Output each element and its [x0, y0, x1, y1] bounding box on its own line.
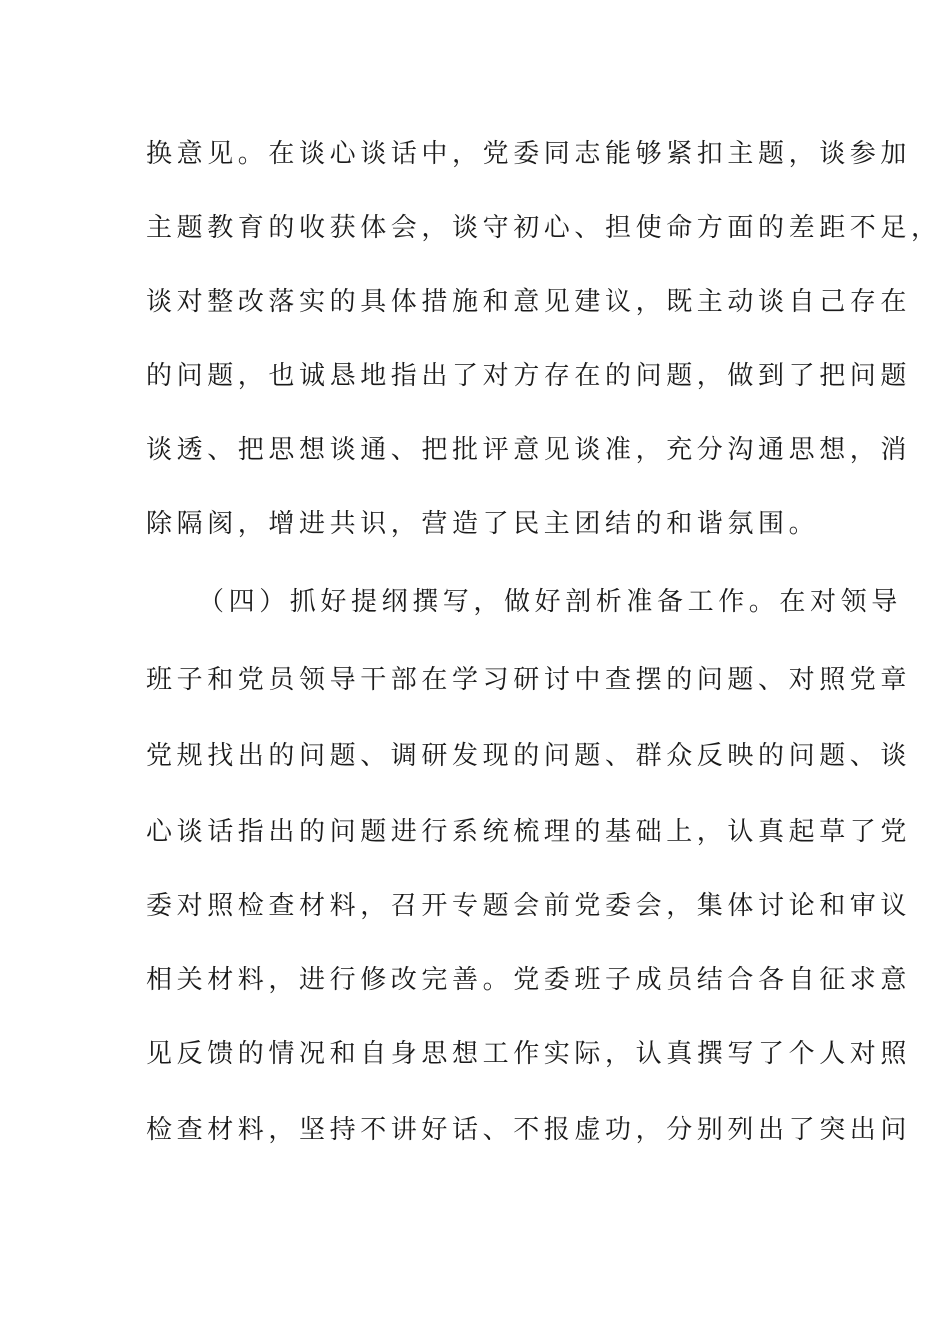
text-line: 见反馈的情况和自身思想工作实际，认真撰写了个人对照: [146, 1039, 912, 1069]
text-line: 班子和党员领导干部在学习研讨中查摆的问题、对照党章: [146, 665, 912, 695]
text-line: 谈对整改落实的具体措施和意见建议，既主动谈自己存在: [146, 287, 912, 317]
text-line: 除隔阂，增进共识，营造了民主团结的和谐氛围。: [146, 509, 820, 539]
text-line: 主题教育的收获体会，谈守初心、担使命方面的差距不足，: [146, 213, 942, 243]
text-line: 相关材料，进行修改完善。党委班子成员结合各自征求意: [146, 965, 912, 995]
text-line: 党规找出的问题、调研发现的问题、群众反映的问题、谈: [146, 741, 912, 771]
text-line: 换意见。在谈心谈话中，党委同志能够紧扣主题，谈参加: [146, 139, 912, 169]
text-line: 心谈话指出的问题进行系统梳理的基础上，认真起草了党: [146, 817, 912, 847]
paragraph-heading-line: （四）抓好提纲撰写，做好剖析准备工作。在对领导: [198, 587, 902, 617]
text-line: 的问题，也诚恳地指出了对方存在的问题，做到了把问题: [146, 361, 912, 391]
text-line: 谈透、把思想谈通、把批评意见谈准，充分沟通思想，消: [146, 435, 912, 465]
text-line: 委对照检查材料，召开专题会前党委会，集体讨论和审议: [146, 891, 912, 921]
text-line: 检查材料，坚持不讲好话、不报虚功，分别列出了突出问: [146, 1115, 912, 1145]
